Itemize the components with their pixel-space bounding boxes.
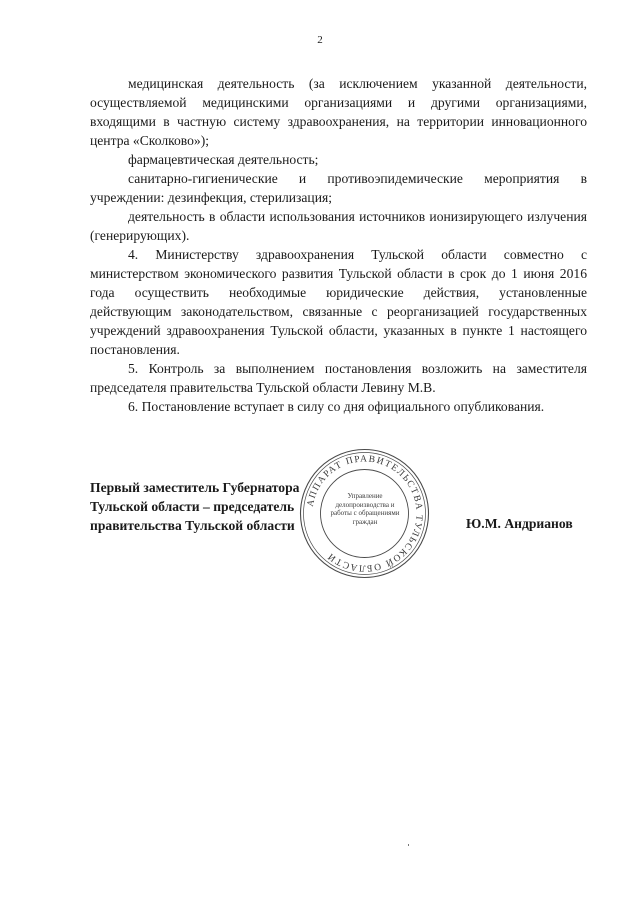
signatory-name: Ю.М. Андрианов bbox=[466, 516, 573, 531]
official-stamp bbox=[297, 446, 432, 581]
paragraph-item-5: 5. Контроль за выполнением постановления возложить на заместителя председателя правительства Тульской области Левину М.В. bbox=[90, 361, 587, 395]
paragraph-ionizing-radiation: деятельность в области использования источников ионизирующего излучения (генерирующих). bbox=[90, 209, 587, 243]
paragraph-sanitary-measures: санитарно-гигиенические и противоэпидемические мероприятия в учреждении: дезинфекция, стерилизация; bbox=[90, 171, 587, 205]
document-body bbox=[90, 74, 587, 416]
signatory-title-line: Тульской области – председатель bbox=[90, 499, 295, 514]
scan-speck bbox=[408, 844, 409, 846]
signatory-title-line: Первый заместитель Губернатора bbox=[90, 480, 300, 495]
stamp-inner-text: Управление делопроизводства и работы с обращениями граждан bbox=[330, 492, 400, 526]
page-number: 2 bbox=[317, 34, 323, 46]
signatory-title-line: правительства Тульской области bbox=[90, 518, 295, 533]
paragraph-pharmaceutical-activity: фармацевтическая деятельность; bbox=[128, 152, 319, 167]
paragraph-medical-activity: медицинская деятельность (за исключением указанной деятельности, осуществляемой медицинскими организациями и другими организациями, входящими в частную систему здравоохранения, на территории инновационного центра «Сколково»); bbox=[90, 76, 587, 148]
paragraph-item-4: 4. Министерству здравоохранения Тульской области совместно с министерством экономического развития Тульской области в срок до 1 июня 2016 года осуществить необходимые юридические действия, установленные действующим законодательством, связанные с реорганизацией государственных учреждений здравоохранения Тульской области, указанных в пункте 1 настоящего постановления. bbox=[90, 247, 587, 357]
svg-text:АППАРАТ ПРАВИТЕЛЬСТВА ТУЛЬСКОЙ: АППАРАТ ПРАВИТЕЛЬСТВА ТУЛЬСКОЙ ОБЛАСТИ bbox=[305, 454, 424, 573]
paragraph-item-6: 6. Постановление вступает в силу со дня официального опубликования. bbox=[128, 399, 545, 414]
